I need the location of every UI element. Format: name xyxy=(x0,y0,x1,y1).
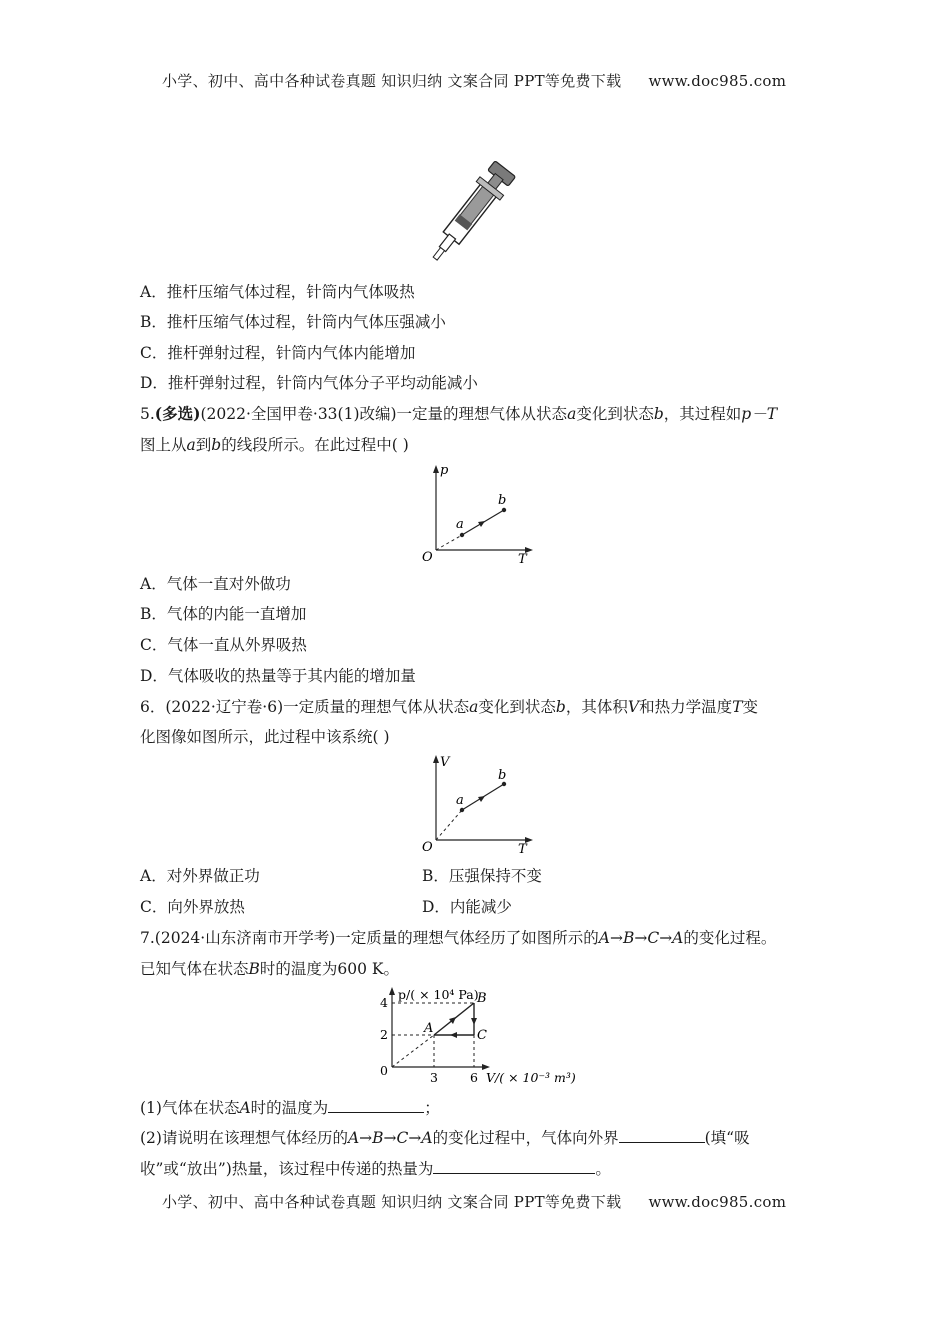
page-footer xyxy=(162,1191,786,1212)
q5-var-a: a xyxy=(567,405,577,423)
x-tick-3: 3 xyxy=(430,1070,438,1085)
q7-stem-line1 xyxy=(140,927,776,949)
footer-url: www.doc985.com xyxy=(648,1193,787,1211)
q6-vt-graph xyxy=(418,752,536,856)
q5-option-a: A．气体一直对外做功 xyxy=(140,575,291,593)
point-a-label: A xyxy=(424,1021,434,1036)
q6-option-b: B．压强保持不变 xyxy=(422,867,542,885)
footer-text: 小学、初中、高中各种试卷真题 知识归纳 文案合同 PPT等免费下载 xyxy=(162,1193,622,1211)
q4-option-b: B．推杆压缩气体过程，针筒内气体压强减小 xyxy=(140,313,446,331)
x-axis-label: T xyxy=(518,552,527,566)
q7-text: 的变化过程。 xyxy=(683,929,777,947)
y-axis-label: V xyxy=(440,755,450,770)
q7-stem-line2 xyxy=(140,958,399,980)
q7-sub2-text: 的变化过程中，气体向外界 xyxy=(432,1129,619,1147)
q7-var-a: A xyxy=(239,1099,251,1117)
q6-var-b: b xyxy=(555,698,566,716)
q7-sub2-text: 收”或“放出”)热量，该过程中传递的热量为 xyxy=(140,1160,434,1178)
q5-text: 一定量的理想气体从状态 xyxy=(396,405,568,423)
q5-text: 到 xyxy=(195,436,212,454)
q5-source: (2022·全国甲卷·33(1)改编) xyxy=(200,405,397,423)
q7-number: 7. xyxy=(140,929,155,947)
q7-sub2-line1 xyxy=(140,1126,750,1149)
q7-sub1-text: (1)气体在状态 xyxy=(140,1099,240,1117)
header-url: www.doc985.com xyxy=(648,72,787,90)
q7-sub2-heat-amount-blank[interactable] xyxy=(433,1157,595,1174)
q6-text: 变化到状态 xyxy=(478,698,556,716)
x-tick-6: 6 xyxy=(470,1070,478,1085)
q5-var-b: b xyxy=(653,405,664,423)
q6-text: 变 xyxy=(742,698,758,716)
q7-sub1-answer-blank[interactable] xyxy=(328,1096,424,1113)
q6-stem-line1 xyxy=(140,696,758,718)
x-axis-label: V/( × 10⁻³ m³) xyxy=(486,1070,576,1085)
q5-option-c: C．气体一直从外界吸热 xyxy=(140,636,307,654)
q6-text: ，其体积 xyxy=(565,698,628,716)
q7-sub1-text: ； xyxy=(424,1099,440,1117)
point-c-label: C xyxy=(477,1028,487,1043)
q6-option-c: C．向外界放热 xyxy=(140,898,245,916)
point-b-label: B xyxy=(477,991,487,1006)
point-a xyxy=(460,808,464,812)
q7-text: 已知气体在状态 xyxy=(140,960,249,978)
y-axis-label: p xyxy=(440,463,449,478)
q5-option-d: D．气体吸收的热量等于其内能的增加量 xyxy=(140,667,416,685)
q7-sub2-text: 。 xyxy=(595,1160,611,1178)
point-b-label: b xyxy=(498,493,507,508)
q7-sub2-heat-direction-blank[interactable] xyxy=(619,1126,705,1143)
point-a xyxy=(460,533,464,537)
q6-option-d: D．内能减少 xyxy=(422,898,512,916)
q7-sub2-text: (填“吸 xyxy=(704,1129,750,1147)
q5-tag: (多选) xyxy=(154,404,201,423)
q4-option-a: A．推杆压缩气体过程，针筒内气体吸热 xyxy=(140,283,415,301)
extension-line xyxy=(436,535,462,550)
y-axis-label: p/( × 10⁴ Pa) xyxy=(398,987,479,1002)
q5-text: 变化到状态 xyxy=(576,405,654,423)
q6-source: (2022·辽宁卷·6) xyxy=(165,698,284,716)
q6-text: 和热力学温度 xyxy=(639,698,733,716)
q7-sub1-text: 时的温度为 xyxy=(250,1099,329,1117)
point-a-label: a xyxy=(456,517,464,532)
q7-text: 一定质量的理想气体经历了如图所示的 xyxy=(335,929,599,947)
q5-var-b: b xyxy=(211,436,222,454)
q5-text: ，其过程如 xyxy=(663,405,742,423)
q5-number: 5. xyxy=(140,405,155,423)
q6-number: 6． xyxy=(140,698,166,716)
q7-sub2-line2 xyxy=(140,1157,611,1180)
q4-option-d: D．推杆弹射过程，针筒内气体分子平均动能减小 xyxy=(140,374,478,392)
q7-cycle: A→B→C→A xyxy=(347,1129,433,1147)
q7-sub1 xyxy=(140,1096,440,1119)
origin-label: O xyxy=(422,550,433,565)
y-tick-2: 2 xyxy=(380,1027,388,1042)
q7-var-b: B xyxy=(248,960,260,978)
q5-var-a: a xyxy=(186,436,196,454)
q6-var-t: T xyxy=(732,698,743,716)
y-tick-4: 4 xyxy=(380,995,388,1010)
q5-option-b: B．气体的内能一直增加 xyxy=(140,605,307,623)
point-a-label: a xyxy=(456,793,464,808)
q7-cycle: A→B→C→A xyxy=(598,929,684,947)
q4-option-c: C．推杆弹射过程，针筒内气体内能增加 xyxy=(140,344,416,362)
q6-var-a: a xyxy=(469,698,479,716)
point-b-label: b xyxy=(498,768,507,783)
q7-pv-graph xyxy=(368,985,578,1085)
q6-stem-line2: 化图像如图所示，此过程中该系统( ) xyxy=(140,728,390,746)
q5-stem-line1 xyxy=(140,403,777,425)
x-axis-label: T xyxy=(518,842,527,856)
extension-line xyxy=(436,810,462,840)
q7-text: 时的温度为600 K。 xyxy=(259,960,399,978)
q7-source: (2024·山东济南市开学考) xyxy=(154,929,336,947)
q7-sub2-text: (2)请说明在该理想气体经历的 xyxy=(140,1129,348,1147)
header-text: 小学、初中、高中各种试卷真题 知识归纳 文案合同 PPT等免费下载 xyxy=(162,72,622,90)
page-header xyxy=(162,70,786,91)
q5-pt-graph xyxy=(418,462,536,566)
syringe-illustration xyxy=(415,140,540,270)
origin-label: O xyxy=(422,840,433,855)
q5-pt-label: p－T xyxy=(741,405,778,423)
q6-text: 一定质量的理想气体从状态 xyxy=(283,698,470,716)
point-b xyxy=(502,508,506,512)
q5-stem-line2 xyxy=(140,434,409,456)
q5-text: 图上从 xyxy=(140,436,187,454)
y-tick-0: 0 xyxy=(380,1063,388,1078)
q6-option-a: A．对外界做正功 xyxy=(140,867,260,885)
q5-text: 的线段所示。在此过程中( ) xyxy=(221,436,409,454)
q6-var-v: V xyxy=(627,698,640,716)
